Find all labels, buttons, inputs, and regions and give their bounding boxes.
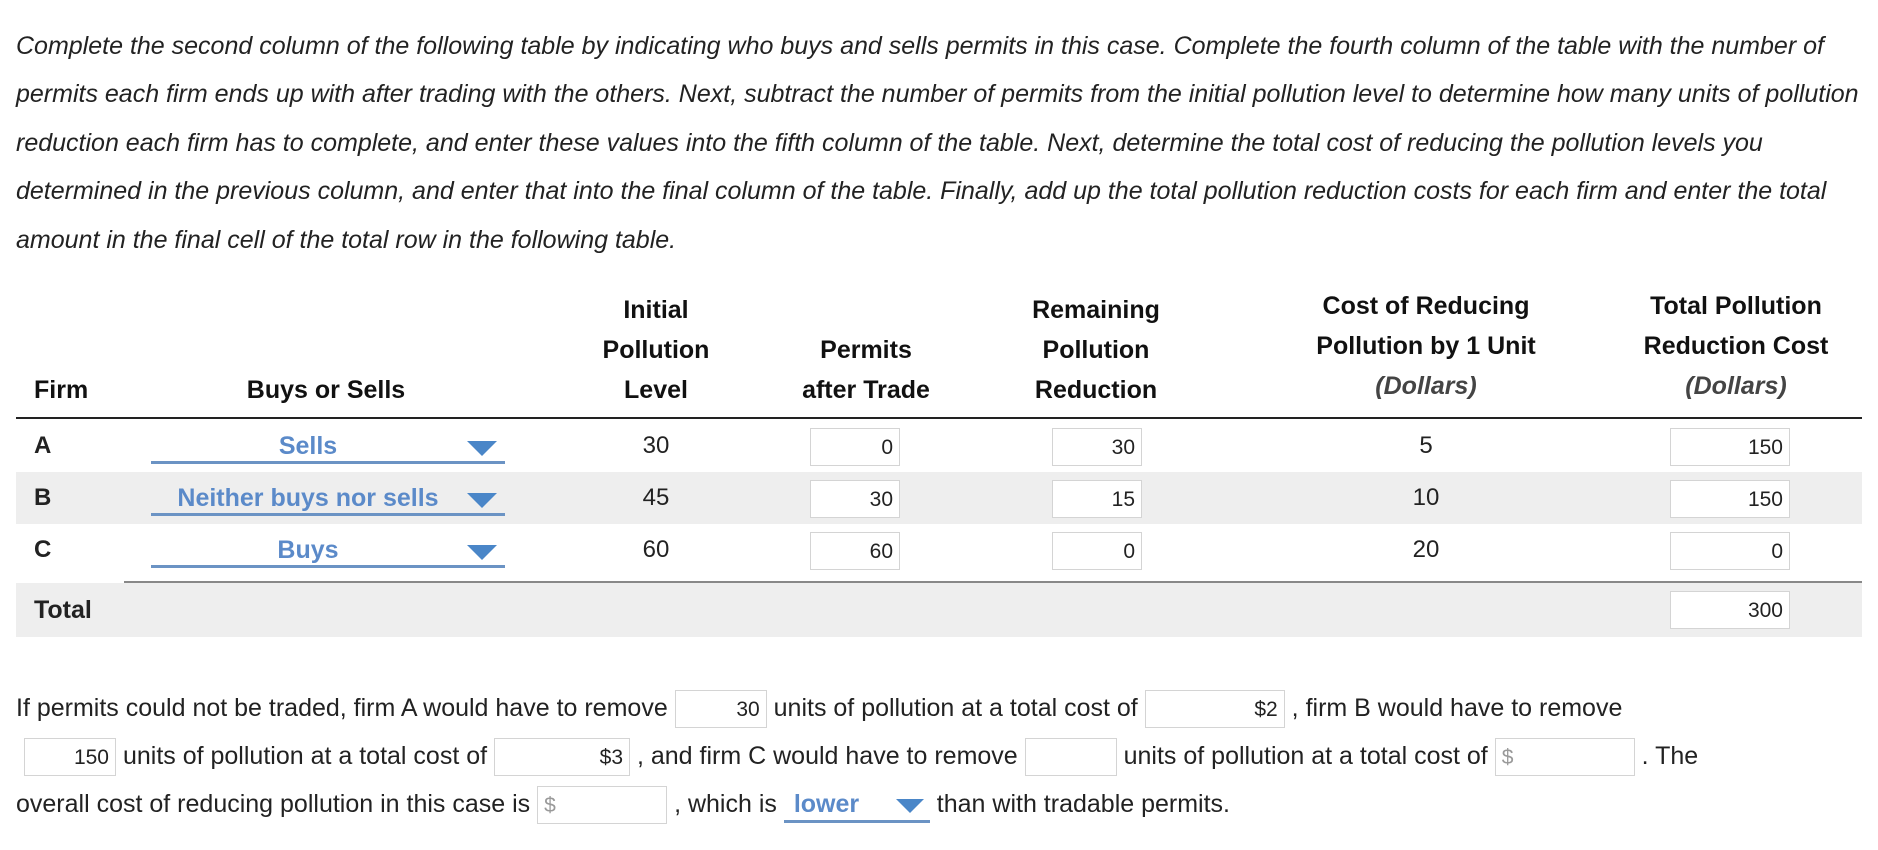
cost-per-unit: 5 bbox=[1419, 432, 1433, 459]
dollar-prefix: $ bbox=[1501, 746, 1514, 770]
header-firm: Firm bbox=[34, 376, 89, 404]
chevron-down-icon bbox=[467, 493, 497, 508]
text-segment: If permits could not be traded, firm A would have to remove bbox=[16, 694, 668, 722]
firm-a-cost-input[interactable]: $2 bbox=[1145, 690, 1285, 728]
header-cost-line3: (Dollars) bbox=[1375, 372, 1477, 400]
text-segment: . The bbox=[1641, 742, 1699, 770]
header-buys-sells: Buys or Sells bbox=[246, 376, 406, 404]
overall-cost-input[interactable] bbox=[537, 786, 667, 824]
buys-sells-dropdown-c[interactable] bbox=[151, 532, 505, 568]
initial-pollution: 60 bbox=[642, 536, 670, 563]
text-segment: units of pollution at a total cost of bbox=[1123, 742, 1488, 770]
dropdown-value: lower bbox=[793, 790, 860, 819]
header-initial-line3: Level bbox=[624, 376, 688, 404]
firm-b-units-input[interactable]: 150 bbox=[24, 738, 116, 776]
firm-c-cost-input[interactable] bbox=[1495, 738, 1635, 776]
text-segment: , and firm C would have to remove bbox=[636, 742, 1018, 770]
firm-label: C bbox=[34, 536, 52, 563]
permits-table bbox=[16, 290, 1862, 640]
instructions-text: Complete the second column of the following table by indicating who buys and sells permits in this case. Complete the fourth column of the table with the number of permits each firm ends up with after trading with the others. Next, subtract the number of permits from the initial pollution level to determine how many units of pollution reduction each firm has to complete, and enter these values into the fifth column of the table. Next, determine the total cost of reducing the pollution levels you determined in the previous column, and enter that into the final column of the table. Finally, add up the total pollution reduction costs for each firm and enter the total amount in the final cell of the total row in the following table. bbox=[16, 32, 1859, 254]
chevron-down-icon bbox=[467, 441, 497, 456]
table-row-b bbox=[16, 472, 1862, 524]
header-remaining-line1: Remaining bbox=[1032, 296, 1160, 324]
reduction-input-b[interactable]: 15 bbox=[1052, 480, 1142, 518]
total-cost-input-b[interactable]: 150 bbox=[1670, 480, 1790, 518]
firm-c-units-input[interactable] bbox=[1025, 738, 1117, 776]
buys-sells-dropdown-a[interactable] bbox=[151, 428, 505, 464]
cost-per-unit: 10 bbox=[1412, 484, 1440, 511]
chevron-down-icon bbox=[896, 799, 924, 813]
paragraph-line-1 bbox=[16, 684, 1866, 732]
initial-pollution: 30 bbox=[642, 432, 670, 459]
total-cost-input-total[interactable]: 300 bbox=[1670, 591, 1790, 629]
paragraph-line-2 bbox=[16, 732, 1866, 780]
header-total-line2: Reduction Cost bbox=[1643, 332, 1829, 360]
table-row-c bbox=[16, 524, 1862, 576]
dropdown-value: Sells bbox=[278, 432, 338, 460]
header-total-cost bbox=[1606, 286, 1866, 406]
header-cost-line1: Cost of Reducing bbox=[1322, 292, 1530, 320]
total-cost-input-c[interactable]: 0 bbox=[1670, 532, 1790, 570]
chevron-down-icon bbox=[467, 545, 497, 560]
total-label: Total bbox=[34, 596, 92, 624]
header-cost-per-unit bbox=[1266, 286, 1586, 406]
text-segment: units of pollution at a total cost of bbox=[122, 742, 488, 770]
firm-a-units-input[interactable]: 30 bbox=[675, 690, 767, 728]
header-cost-line2: Pollution by 1 Unit bbox=[1316, 332, 1536, 360]
reduction-input-c[interactable]: 0 bbox=[1052, 532, 1142, 570]
paragraph-line-3 bbox=[16, 780, 1866, 828]
no-trade-paragraph bbox=[16, 684, 1866, 828]
text-segment: overall cost of reducing pollution in this case is bbox=[16, 790, 531, 818]
header-permits-after-trade bbox=[756, 330, 976, 410]
comparison-dropdown[interactable] bbox=[784, 787, 930, 823]
text-segment: , which is bbox=[674, 790, 777, 818]
text-segment: than with tradable permits. bbox=[936, 790, 1230, 818]
header-permits-line2: after Trade bbox=[802, 376, 930, 404]
total-cost-input-a[interactable]: 150 bbox=[1670, 428, 1790, 466]
header-divider bbox=[16, 417, 1862, 419]
permits-input-c[interactable]: 60 bbox=[810, 532, 900, 570]
header-total-line1: Total Pollution bbox=[1650, 292, 1822, 320]
header-total-line3: (Dollars) bbox=[1685, 372, 1787, 400]
header-remaining-line3: Reduction bbox=[1034, 376, 1158, 404]
permits-input-a[interactable]: 0 bbox=[810, 428, 900, 466]
text-segment: units of pollution at a total cost of bbox=[773, 694, 1138, 722]
firm-b-cost-input[interactable]: $3 bbox=[494, 738, 630, 776]
header-permits-line1: Permits bbox=[820, 336, 912, 364]
cost-per-unit: 20 bbox=[1412, 536, 1440, 563]
header-remaining-line2: Pollution bbox=[1042, 336, 1150, 364]
table-row-a bbox=[16, 420, 1862, 472]
header-initial-line1: Initial bbox=[623, 296, 689, 324]
header-initial-pollution bbox=[556, 290, 756, 410]
header-initial-line2: Pollution bbox=[602, 336, 710, 364]
permits-input-b[interactable]: 30 bbox=[810, 480, 900, 518]
buys-sells-dropdown-b[interactable] bbox=[151, 480, 505, 516]
header-remaining-reduction bbox=[976, 290, 1216, 410]
total-row bbox=[16, 583, 1862, 637]
initial-pollution: 45 bbox=[642, 484, 670, 511]
dropdown-value: Buys bbox=[277, 536, 339, 564]
text-segment: , firm B would have to remove bbox=[1291, 694, 1623, 722]
dollar-prefix: $ bbox=[544, 794, 556, 818]
reduction-input-a[interactable]: 30 bbox=[1052, 428, 1142, 466]
firm-label: B bbox=[34, 484, 52, 511]
dropdown-value: Neither buys nor sells bbox=[177, 484, 439, 512]
firm-label: A bbox=[34, 432, 52, 459]
